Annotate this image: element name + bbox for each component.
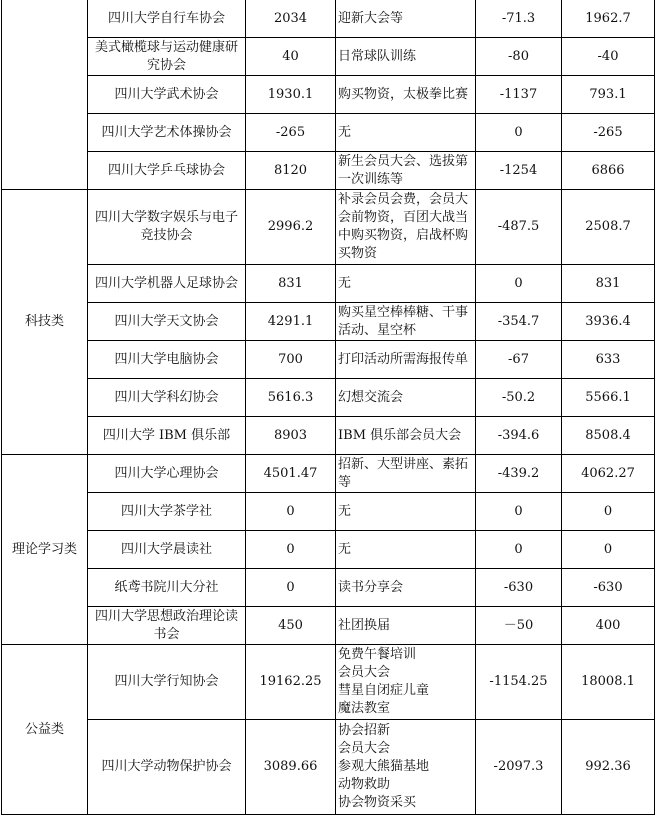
expense-cell: 0 — [476, 114, 562, 152]
activity-line: 购买星空棒棒糖、干事活动、星空杯 — [338, 304, 469, 338]
club-name-cell: 四川大学动物保护协会 — [88, 720, 246, 815]
expense-cell: -354.7 — [476, 303, 562, 341]
activity-line: IBM 俱乐部会员大会 — [338, 427, 462, 443]
activity-cell — [336, 417, 476, 455]
table-row — [2, 341, 655, 379]
activity-line: 协会招新 — [338, 723, 391, 738]
balance-cell: 3936.4 — [562, 303, 655, 341]
table-row — [2, 76, 655, 114]
amount-cell: -265 — [246, 114, 336, 152]
amount-cell: 40 — [246, 38, 336, 76]
table-row — [2, 379, 655, 417]
activity-line: 读书分享会 — [338, 579, 404, 595]
category-cell: 科技类 — [2, 190, 88, 455]
activity-line: 会员大会 — [338, 665, 391, 680]
category-cell: 公益类 — [2, 645, 88, 815]
expense-cell: -50.2 — [476, 379, 562, 417]
table-row — [2, 152, 655, 190]
amount-cell: 19162.25 — [246, 645, 336, 720]
amount-cell: 0 — [246, 531, 336, 569]
balance-cell: 18008.1 — [562, 645, 655, 720]
table-row — [2, 455, 655, 493]
expense-cell: 0 — [476, 493, 562, 531]
table-row — [2, 720, 655, 815]
category-cell — [2, 0, 88, 190]
balance-cell: 5566.1 — [562, 379, 655, 417]
activity-cell — [336, 341, 476, 379]
balance-cell: 400 — [562, 607, 655, 645]
balance-cell: 831 — [562, 265, 655, 303]
activity-cell — [336, 493, 476, 531]
activity-cell — [336, 190, 476, 265]
expense-cell: -487.5 — [476, 190, 562, 265]
activity-line: 会员大会 — [338, 741, 391, 756]
club-name-cell: 四川大学乒乓球协会 — [88, 152, 246, 190]
activity-cell — [336, 303, 476, 341]
balance-cell: -630 — [562, 569, 655, 607]
balance-cell: 0 — [562, 531, 655, 569]
expense-cell: 0 — [476, 265, 562, 303]
club-name-cell: 四川大学行知协会 — [88, 645, 246, 720]
club-name-cell: 四川大学晨读社 — [88, 531, 246, 569]
amount-cell: 2034 — [246, 0, 336, 38]
amount-cell: 8903 — [246, 417, 336, 455]
amount-cell: 700 — [246, 341, 336, 379]
amount-cell: 450 — [246, 607, 336, 645]
balance-cell: 8508.4 — [562, 417, 655, 455]
activity-line: 补录会员会费，会员大会前物资，百团大战当中购买物资，启战杯购买物资 — [338, 192, 469, 261]
balance-cell: 793.1 — [562, 76, 655, 114]
activity-cell — [336, 455, 476, 493]
activity-line: 幻想交流会 — [338, 389, 404, 405]
activity-line: 社团换届 — [338, 617, 391, 633]
activity-line: 迎新大会等 — [338, 10, 404, 26]
club-name-cell: 四川大学电脑协会 — [88, 341, 246, 379]
activity-cell — [336, 531, 476, 569]
club-name-cell: 四川大学天文协会 — [88, 303, 246, 341]
balance-cell: 0 — [562, 493, 655, 531]
club-name-cell: 四川大学心理协会 — [88, 455, 246, 493]
balance-cell: 1962.7 — [562, 0, 655, 38]
balance-cell: 4062.27 — [562, 455, 655, 493]
club-name-cell: 纸鸢书院川大分社 — [88, 569, 246, 607]
expense-cell: -630 — [476, 569, 562, 607]
balance-cell: 6866 — [562, 152, 655, 190]
activity-cell — [336, 645, 476, 720]
table-row — [2, 493, 655, 531]
expense-cell: -2097.3 — [476, 720, 562, 815]
balance-cell: 633 — [562, 341, 655, 379]
table-row — [2, 569, 655, 607]
club-name-cell: 四川大学思想政治理论读书会 — [88, 607, 246, 645]
club-name-cell: 四川大学科幻协会 — [88, 379, 246, 417]
category-cell: 理论学习类 — [2, 455, 88, 645]
activity-line: 购买物资，太极拳比赛 — [338, 86, 469, 102]
activity-line: 招新、大型讲座、素拓等 — [338, 456, 469, 490]
expense-cell: -1154.25 — [476, 645, 562, 720]
amount-cell: 4291.1 — [246, 303, 336, 341]
balance-cell: 992.36 — [562, 720, 655, 815]
club-name-cell: 四川大学机器人足球协会 — [88, 265, 246, 303]
activity-line: 无 — [338, 541, 352, 557]
activity-cell — [336, 720, 476, 815]
activity-line: 协会物资采买 — [338, 795, 417, 810]
activity-line: 日常球队训练 — [338, 48, 417, 64]
expense-cell: -1137 — [476, 76, 562, 114]
club-name-cell: 四川大学茶学社 — [88, 493, 246, 531]
amount-cell: 3089.66 — [246, 720, 336, 815]
club-name-cell: 四川大学武术协会 — [88, 76, 246, 114]
activity-line: 无 — [338, 503, 352, 519]
amount-cell: 831 — [246, 265, 336, 303]
activity-line: 免费午餐培训 — [338, 647, 417, 662]
club-name-cell: 美式橄榄球与运动健康研究协会 — [88, 38, 246, 76]
amount-cell: 0 — [246, 493, 336, 531]
activity-cell — [336, 152, 476, 190]
activity-line: 魔法教室 — [338, 701, 391, 716]
amount-cell: 5616.3 — [246, 379, 336, 417]
club-name-cell: 四川大学数字娱乐与电子竞技协会 — [88, 190, 246, 265]
table-row — [2, 190, 655, 265]
amount-cell: 0 — [246, 569, 336, 607]
amount-cell: 1930.1 — [246, 76, 336, 114]
table-row — [2, 114, 655, 152]
expense-cell: -1254 — [476, 152, 562, 190]
activity-line: 动物救助 — [338, 777, 391, 792]
expense-cell: -71.3 — [476, 0, 562, 38]
expense-cell: -67 — [476, 341, 562, 379]
expense-cell: －50 — [476, 607, 562, 645]
table-row — [2, 417, 655, 455]
activity-line: 无 — [338, 275, 352, 291]
balance-cell: -265 — [562, 114, 655, 152]
table-row — [2, 531, 655, 569]
table-row — [2, 303, 655, 341]
table-row — [2, 0, 655, 38]
table-row — [2, 265, 655, 303]
activity-line: 参观大熊猫基地 — [338, 759, 430, 774]
table-row — [2, 38, 655, 76]
expense-cell: 0 — [476, 531, 562, 569]
activity-cell — [336, 38, 476, 76]
club-finance-table — [1, 0, 655, 815]
activity-cell — [336, 379, 476, 417]
table-body — [2, 0, 655, 815]
activity-cell — [336, 607, 476, 645]
club-name-cell: 四川大学自行车协会 — [88, 0, 246, 38]
expense-cell: -80 — [476, 38, 562, 76]
club-name-cell: 四川大学艺术体操协会 — [88, 114, 246, 152]
activity-line: 新生会员大会、选拔第一次训练等 — [338, 153, 469, 187]
activity-line: 打印活动所需海报传单 — [338, 351, 469, 367]
amount-cell: 2996.2 — [246, 190, 336, 265]
activity-line: 彗星自闭症儿童 — [338, 683, 430, 698]
balance-cell: 2508.7 — [562, 190, 655, 265]
activity-cell — [336, 0, 476, 38]
activity-cell — [336, 569, 476, 607]
expense-cell: -394.6 — [476, 417, 562, 455]
balance-cell: -40 — [562, 38, 655, 76]
club-name-cell: 四川大学 IBM 俱乐部 — [88, 417, 246, 455]
table-row — [2, 607, 655, 645]
activity-line: 无 — [338, 124, 352, 140]
activity-cell — [336, 76, 476, 114]
expense-cell: -439.2 — [476, 455, 562, 493]
amount-cell: 4501.47 — [246, 455, 336, 493]
table-row — [2, 645, 655, 720]
activity-cell — [336, 114, 476, 152]
activity-cell — [336, 265, 476, 303]
amount-cell: 8120 — [246, 152, 336, 190]
